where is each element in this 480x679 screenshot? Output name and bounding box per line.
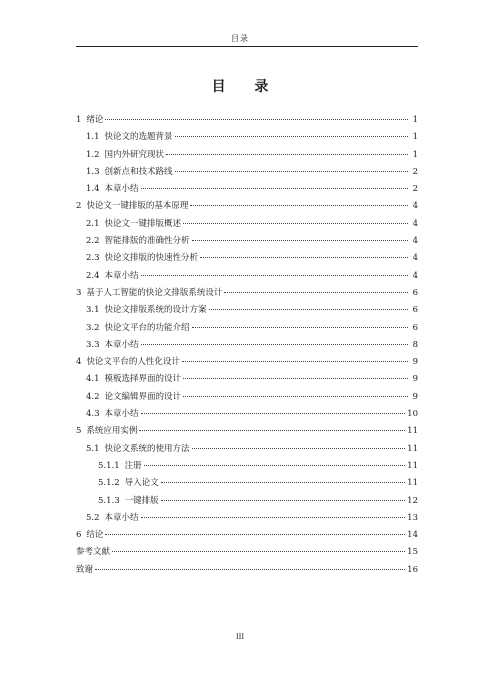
toc-entry-page: 4 bbox=[412, 253, 418, 264]
dot-leader bbox=[200, 257, 408, 258]
toc-entry[interactable] bbox=[76, 354, 418, 371]
dot-leader bbox=[141, 517, 406, 518]
toc-entry-title: 模板选择界面的设计 bbox=[104, 374, 182, 385]
toc-entry-page: 8 bbox=[412, 339, 418, 350]
toc-entry[interactable] bbox=[76, 233, 418, 250]
toc-entry-title: 结论 bbox=[86, 530, 104, 541]
toc-entry-page: 9 bbox=[412, 374, 418, 385]
dot-leader bbox=[183, 223, 408, 224]
toc-entry-number: 5.1.2 bbox=[98, 478, 120, 489]
toc-entry[interactable] bbox=[76, 475, 418, 492]
toc-entry[interactable] bbox=[76, 510, 418, 527]
toc-entry-title: 快论文一键排版的基本原理 bbox=[86, 201, 189, 212]
toc-entry[interactable] bbox=[76, 337, 418, 354]
toc-entry[interactable] bbox=[76, 164, 418, 181]
toc-entry[interactable] bbox=[76, 371, 418, 388]
dot-leader bbox=[141, 413, 406, 414]
table-of-contents bbox=[76, 112, 418, 579]
toc-entry-title: 快论文排版系统的设计方案 bbox=[104, 305, 207, 316]
toc-entry-number: 2 bbox=[76, 201, 82, 212]
dot-leader bbox=[112, 551, 405, 552]
dot-leader bbox=[166, 154, 408, 155]
toc-entry-number: 2.3 bbox=[86, 253, 100, 264]
toc-entry[interactable] bbox=[76, 562, 418, 579]
toc-entry[interactable] bbox=[76, 250, 418, 267]
dot-leader bbox=[192, 327, 408, 328]
toc-entry-number: 5 bbox=[76, 426, 82, 437]
toc-entry-title: 本章小结 bbox=[104, 339, 139, 350]
dot-leader bbox=[183, 396, 408, 397]
dot-leader bbox=[105, 119, 408, 120]
toc-entry-number: 5.1 bbox=[86, 443, 100, 454]
toc-entry[interactable] bbox=[76, 458, 418, 475]
dot-leader bbox=[175, 171, 408, 172]
toc-entry-number: 2.2 bbox=[86, 236, 100, 247]
dot-leader bbox=[105, 534, 405, 535]
dot-leader bbox=[144, 465, 406, 466]
toc-entry-page: 11 bbox=[407, 426, 418, 437]
toc-entry-title: 快论文平台的功能介绍 bbox=[104, 322, 190, 333]
toc-entry-page: 13 bbox=[407, 512, 418, 523]
toc-entry[interactable] bbox=[76, 147, 418, 164]
toc-entry-page: 1 bbox=[412, 149, 418, 160]
dot-leader bbox=[183, 378, 408, 379]
toc-entry-number: 4.1 bbox=[86, 374, 100, 385]
toc-entry[interactable] bbox=[76, 129, 418, 146]
dot-leader bbox=[95, 569, 405, 570]
toc-entry-title: 本章小结 bbox=[104, 512, 139, 523]
toc-entry-title: 一键排版 bbox=[124, 495, 159, 506]
toc-entry-title: 快论文的选题背景 bbox=[104, 132, 173, 143]
toc-entry-title: 快论文一键排版概述 bbox=[104, 218, 182, 229]
toc-entry-number: 4.2 bbox=[86, 391, 100, 402]
dot-leader bbox=[190, 205, 408, 206]
toc-entry[interactable] bbox=[76, 285, 418, 302]
toc-entry-page: 1 bbox=[412, 132, 418, 143]
toc-entry-title: 智能排版的准确性分析 bbox=[104, 236, 190, 247]
toc-entry-title: 论文编辑界面的设计 bbox=[104, 391, 182, 402]
page-number: III bbox=[235, 633, 245, 641]
dot-leader bbox=[209, 309, 408, 310]
toc-entry-page: 4 bbox=[412, 201, 418, 212]
page-title: 目 录 bbox=[211, 79, 281, 95]
header-rule bbox=[76, 46, 418, 47]
toc-entry-number: 5.1.1 bbox=[98, 460, 120, 471]
toc-entry-number: 2.4 bbox=[86, 270, 100, 281]
toc-entry-number: 5.2 bbox=[86, 512, 100, 523]
dot-leader bbox=[224, 292, 408, 293]
dot-leader bbox=[192, 448, 406, 449]
toc-entry-title: 本章小结 bbox=[104, 409, 139, 420]
toc-entry-number: 3 bbox=[76, 287, 82, 298]
toc-entry-number: 5.1.3 bbox=[98, 495, 120, 506]
toc-entry-page: 6 bbox=[412, 305, 418, 316]
dot-leader bbox=[139, 430, 405, 431]
toc-entry[interactable] bbox=[76, 389, 418, 406]
toc-entry-title: 导入论文 bbox=[124, 478, 159, 489]
toc-entry-title: 快论文系统的使用方法 bbox=[104, 443, 190, 454]
toc-entry-page: 12 bbox=[407, 495, 418, 506]
toc-entry[interactable] bbox=[76, 493, 418, 510]
toc-entry-number: 1.3 bbox=[86, 166, 100, 177]
toc-entry-page: 11 bbox=[407, 460, 418, 471]
toc-entry-title: 致谢 bbox=[76, 564, 94, 575]
toc-entry-number: 4 bbox=[76, 357, 82, 368]
toc-entry-title: 快论文平台的人性化设计 bbox=[86, 357, 180, 368]
toc-entry-page: 9 bbox=[412, 357, 418, 368]
toc-entry-page: 11 bbox=[407, 478, 418, 489]
toc-entry[interactable] bbox=[76, 302, 418, 319]
toc-entry-number: 6 bbox=[76, 530, 82, 541]
toc-entry[interactable] bbox=[76, 441, 418, 458]
toc-entry-number: 1 bbox=[76, 115, 82, 125]
toc-entry[interactable] bbox=[76, 198, 418, 215]
toc-entry[interactable] bbox=[76, 544, 418, 561]
dot-leader bbox=[175, 136, 408, 137]
toc-entry-title: 创新点和技术路线 bbox=[104, 166, 173, 177]
toc-entry-number: 1.2 bbox=[86, 149, 100, 160]
toc-entry-title: 本章小结 bbox=[104, 270, 139, 281]
toc-entry-number: 3.2 bbox=[86, 322, 100, 333]
dot-leader bbox=[141, 344, 408, 345]
toc-entry-page: 14 bbox=[407, 530, 418, 541]
toc-entry-page: 6 bbox=[412, 287, 418, 298]
toc-entry-number: 1.1 bbox=[86, 132, 100, 143]
dot-leader bbox=[141, 188, 408, 189]
dot-leader bbox=[161, 482, 406, 483]
dot-leader bbox=[192, 240, 408, 241]
toc-entry[interactable] bbox=[76, 112, 418, 129]
toc-entry-number: 3.1 bbox=[86, 305, 100, 316]
toc-entry[interactable] bbox=[76, 181, 418, 198]
toc-entry-number: 4.3 bbox=[86, 409, 100, 420]
toc-entry-page: 4 bbox=[412, 270, 418, 281]
toc-entry[interactable] bbox=[76, 423, 418, 440]
dot-leader bbox=[182, 361, 408, 362]
toc-entry-page: 11 bbox=[407, 443, 418, 454]
toc-entry-title: 本章小结 bbox=[104, 184, 139, 195]
dot-leader bbox=[141, 275, 408, 276]
toc-entry-title: 快论文排版的快速性分析 bbox=[104, 253, 199, 264]
toc-entry[interactable] bbox=[76, 268, 418, 285]
toc-entry-number: 1.4 bbox=[86, 184, 100, 195]
toc-entry-page: 2 bbox=[412, 166, 418, 177]
toc-entry[interactable] bbox=[76, 527, 418, 544]
toc-entry-number: 2.1 bbox=[86, 218, 100, 229]
toc-entry-title: 注册 bbox=[124, 460, 142, 471]
toc-entry[interactable] bbox=[76, 320, 418, 337]
toc-entry-page: 6 bbox=[412, 322, 418, 333]
toc-entry-page: 10 bbox=[407, 409, 418, 420]
toc-entry-page: 4 bbox=[412, 218, 418, 229]
toc-entry-title: 国内外研究现状 bbox=[104, 149, 165, 160]
toc-entry-page: 16 bbox=[407, 564, 418, 575]
toc-entry[interactable] bbox=[76, 406, 418, 423]
toc-entry-title: 参考文献 bbox=[76, 547, 111, 558]
running-header: 目录 bbox=[231, 34, 249, 43]
toc-entry-page: 2 bbox=[412, 184, 418, 195]
toc-entry-title: 系统应用实例 bbox=[86, 426, 138, 437]
toc-entry-number: 3.3 bbox=[86, 339, 100, 350]
toc-entry-title: 绪论 bbox=[86, 115, 104, 125]
toc-entry-title: 基于人工智能的快论文排版系统设计 bbox=[86, 287, 223, 298]
dot-leader bbox=[161, 500, 406, 501]
toc-entry-page: 4 bbox=[412, 236, 418, 247]
toc-entry-page: 9 bbox=[412, 391, 418, 402]
toc-entry[interactable] bbox=[76, 216, 418, 233]
toc-entry-page: 15 bbox=[407, 547, 418, 558]
toc-entry-page: 1 bbox=[412, 115, 418, 125]
